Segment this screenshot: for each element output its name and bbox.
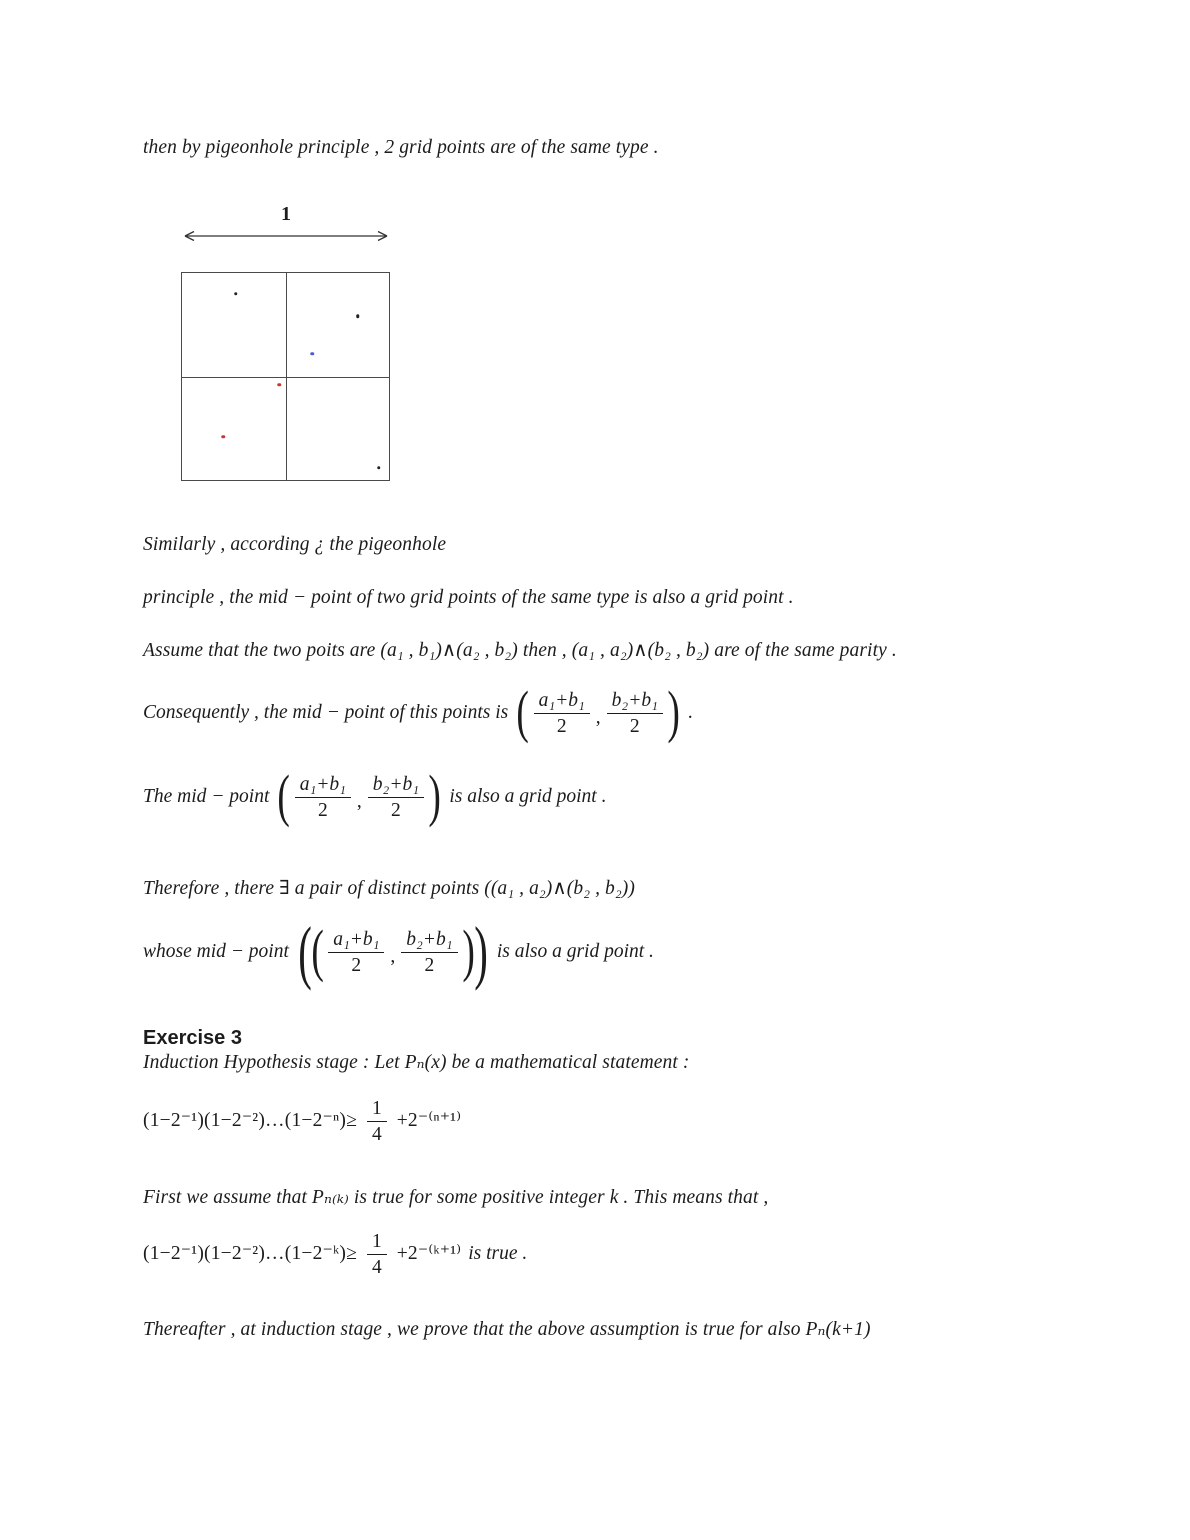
fraction-numerator: 1 [367, 1097, 387, 1122]
midpoint-expression [516, 680, 680, 745]
midpoint-expression [277, 764, 441, 829]
inequality-statement-n [143, 1089, 1090, 1153]
right-paren: ) [667, 680, 680, 745]
fraction-numerator: b₂+b₁ [607, 689, 663, 714]
is-true-text: is true . [468, 1243, 528, 1264]
grid-point-text: is also a grid point . [496, 941, 654, 962]
grid-point-dot [311, 352, 315, 356]
fraction-numerator: a₁+b₁ [534, 689, 590, 714]
midpoint-text: The mid − point [143, 786, 270, 807]
fraction-numerator: b₂+b₁ [368, 773, 424, 798]
paragraph-first-assume: First we assume that Pₙ₍ₖ₎ is true for some positive integer k . This means that , [143, 1187, 769, 1208]
left-paren: ( [277, 764, 291, 829]
fraction-denominator: 2 [351, 954, 362, 976]
fraction-numerator: b₂+b₁ [401, 928, 457, 953]
grid-point-dot [234, 292, 238, 296]
fraction-numerator: a₁+b₁ [328, 928, 384, 953]
left-paren: ( [516, 680, 530, 745]
paragraph-similarly: Similarly , according ¿ the pigeonhole [143, 534, 447, 555]
inequality-left-side: (1−2⁻¹)(1−2⁻²)…(1−2⁻ᵏ)≥ [143, 1243, 357, 1264]
grid-square [181, 272, 390, 481]
right-paren: ) [428, 764, 441, 829]
consequently-text: Consequently , the mid − point of this points is [143, 702, 509, 723]
paragraph-whose-midpoint [143, 912, 1090, 992]
fraction-denominator: 4 [371, 1256, 382, 1278]
whose-midpoint-text: whose mid − point [143, 941, 289, 962]
paragraph-principle-midpoint: principle , the mid − point of two grid points of the same type is also a grid point . [143, 587, 794, 608]
grid-figure [181, 202, 391, 481]
paragraph-consequently-midpoint [143, 677, 1090, 749]
comma-separator: , [356, 791, 362, 812]
paragraph-assume-points: Assume that the two poits are (a₁ , b₁)∧(a₂ , b₂) then , (a₁ , a₂)∧(b₂ , b₂) are of the same parity . [143, 640, 897, 661]
fraction-b2-plus-b1-over-2 [401, 928, 457, 977]
paragraph-pigeonhole-conclusion: then by pigeonhole principle , 2 grid points are of the same type . [143, 137, 659, 158]
inequality-statement-k [143, 1222, 1090, 1286]
midpoint-expression-double-paren [298, 913, 488, 991]
width-arrow-icon [181, 228, 391, 244]
fraction-a1-plus-b1-over-2 [295, 773, 351, 822]
fraction-b2-plus-b1-over-2 [368, 773, 424, 822]
fraction-denominator: 2 [424, 954, 435, 976]
paragraph-induction-hypothesis: Induction Hypothesis stage : Let Pₙ(x) be a mathematical statement : [143, 1052, 690, 1073]
grid-point-dot [377, 466, 381, 470]
fraction-a1-plus-b1-over-2 [328, 928, 384, 977]
paragraph-therefore-pair: Therefore , there ∃ a pair of distinct points ((a₁ , a₂)∧(b₂ , b₂)) [143, 878, 635, 899]
fraction-denominator: 2 [317, 799, 328, 821]
grid-point-dot [278, 383, 282, 387]
comma-separator: , [595, 707, 601, 728]
grid-point-dot [222, 435, 226, 439]
fraction-one-quarter [367, 1097, 387, 1146]
outer-right-paren: ) [474, 913, 488, 991]
inequality-left-side: (1−2⁻¹)(1−2⁻²)…(1−2⁻ⁿ)≥ [143, 1110, 357, 1131]
fraction-denominator: 4 [371, 1123, 382, 1145]
fraction-a1-plus-b1-over-2 [534, 689, 590, 738]
comma-separator: , [390, 946, 396, 967]
paragraph-midpoint-grid-point [143, 761, 1090, 833]
grid-point-dot [356, 315, 360, 319]
paragraph-thereafter-induction: Thereafter , at induction stage , we prove that the above assumption is true for also Pₙ(k+1) [143, 1319, 871, 1340]
left-paren: ( [311, 919, 324, 984]
fraction-numerator: 1 [367, 1230, 387, 1255]
fraction-b2-plus-b1-over-2 [607, 689, 663, 738]
fraction-one-quarter [367, 1230, 387, 1279]
fraction-denominator: 2 [629, 715, 640, 737]
arrow-length-label: 1 [281, 203, 291, 225]
fraction-denominator: 2 [391, 799, 401, 821]
exercise-3-heading: Exercise 3 [143, 1027, 242, 1049]
inequality-right-side: +2⁻⁽ᵏ⁺¹⁾ [396, 1243, 462, 1264]
fraction-numerator: a₁+b₁ [295, 773, 351, 798]
grid-point-text: is also a grid point . [449, 786, 607, 807]
inequality-right-side: +2⁻⁽ⁿ⁺¹⁾ [396, 1110, 462, 1131]
square-horizontal-divider [182, 377, 389, 379]
period-text: . [688, 702, 694, 723]
right-paren: ) [461, 919, 475, 984]
outer-left-paren: ( [298, 913, 312, 991]
fraction-denominator: 2 [556, 715, 567, 737]
